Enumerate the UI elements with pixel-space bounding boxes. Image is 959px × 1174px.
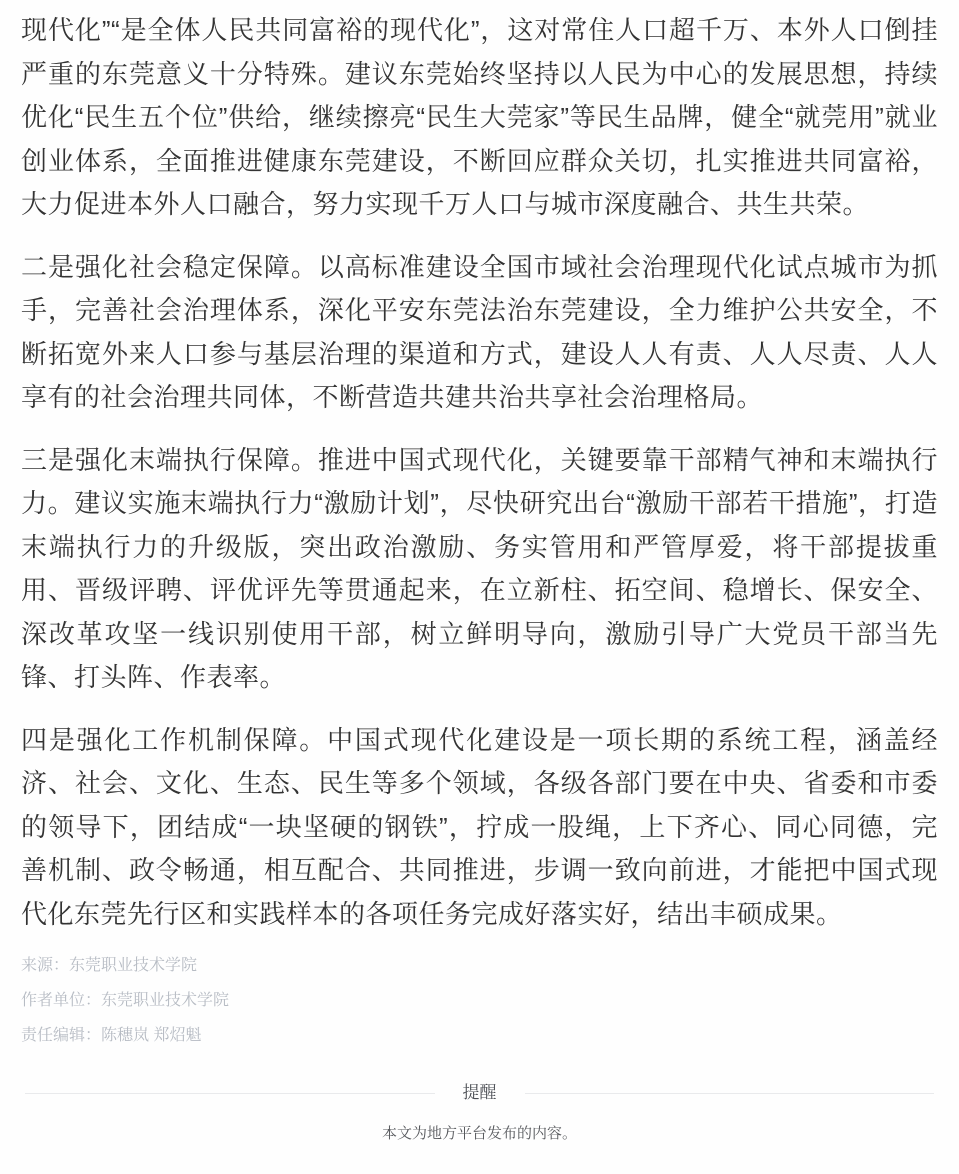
reminder-title: 提醒 [462, 1083, 497, 1102]
article-paragraph-point-three: 三是强化末端执行保障。推进中国式现代化，关键要靠干部精气神和末端执行力。建议实施末端执行力“激励计划”，尽快研究出台“激励干部若干措施”，打造末端执行力的升级版，突出政治激励、务实管用和严管厚爱，将干部提拔重用、晋级评聘、评优评先等贯通起来，在立新柱、拓空间、稳增长、保安全、深改革攻坚一线识别使用干部，树立鲜明导向，激励引导广大党员干部当先锋、打头阵、作表率。 [21, 444, 938, 692]
author-unit-line: 作者单位：东莞职业技术学院 [21, 992, 230, 1009]
reminder-divider [0, 1081, 959, 1105]
article-meta [0, 948, 959, 1053]
reminder-note: 本文为地方平台发布的内容。 [381, 1125, 577, 1142]
source-line: 来源：东莞职业技术学院 [21, 957, 198, 974]
reminder-footer [0, 1081, 959, 1144]
divider-line-right [525, 1093, 935, 1094]
article-paragraph-continuation: 现代化”“是全体人民共同富裕的现代化”，这对常住人口超千万、本外人口倒挂严重的东莞意义十分特殊。建议东莞始终坚持以人民为中心的发展思想，持续优化“民生五个位”供给，继续擦亮“民生大莞家”等民生品牌，健全“就莞用”就业创业体系，全面推进健康东莞建设，不断回应群众关切，扎实推进共同富裕，大力促进本外人口融合，努力实现千万人口与城市深度融合、共生共荣。 [21, 15, 938, 219]
article-paragraph-point-four: 四是强化工作机制保障。中国式现代化建设是一项长期的系统工程，涵盖经济、社会、文化、生态、民生等多个领域，各级各部门要在中央、省委和市委的领导下，团结成“一块坚硬的钢铁”，拧成一股绳，上下齐心、同心同德，完善机制、政令畅通，相互配合、共同推进，步调一致向前进，才能把中国式现代化东莞先行区和实践样本的各项任务完成好落实好，结出丰硕成果。 [21, 724, 938, 929]
article-paragraph-point-two: 二是强化社会稳定保障。以高标准建设全国市域社会治理现代化试点城市为抓手，完善社会治理体系，深化平安东莞法治东莞建设，全力维护公共安全，不断拓宽外来人口参与基层治理的渠道和方式，建设人人有责、人人尽责、人人享有的社会治理共同体，不断营造共建共治共享社会治理格局。 [21, 251, 938, 412]
editor-line: 责任编辑：陈穗岚 郑炤魁 [21, 1027, 202, 1044]
divider-line-left [25, 1093, 435, 1094]
